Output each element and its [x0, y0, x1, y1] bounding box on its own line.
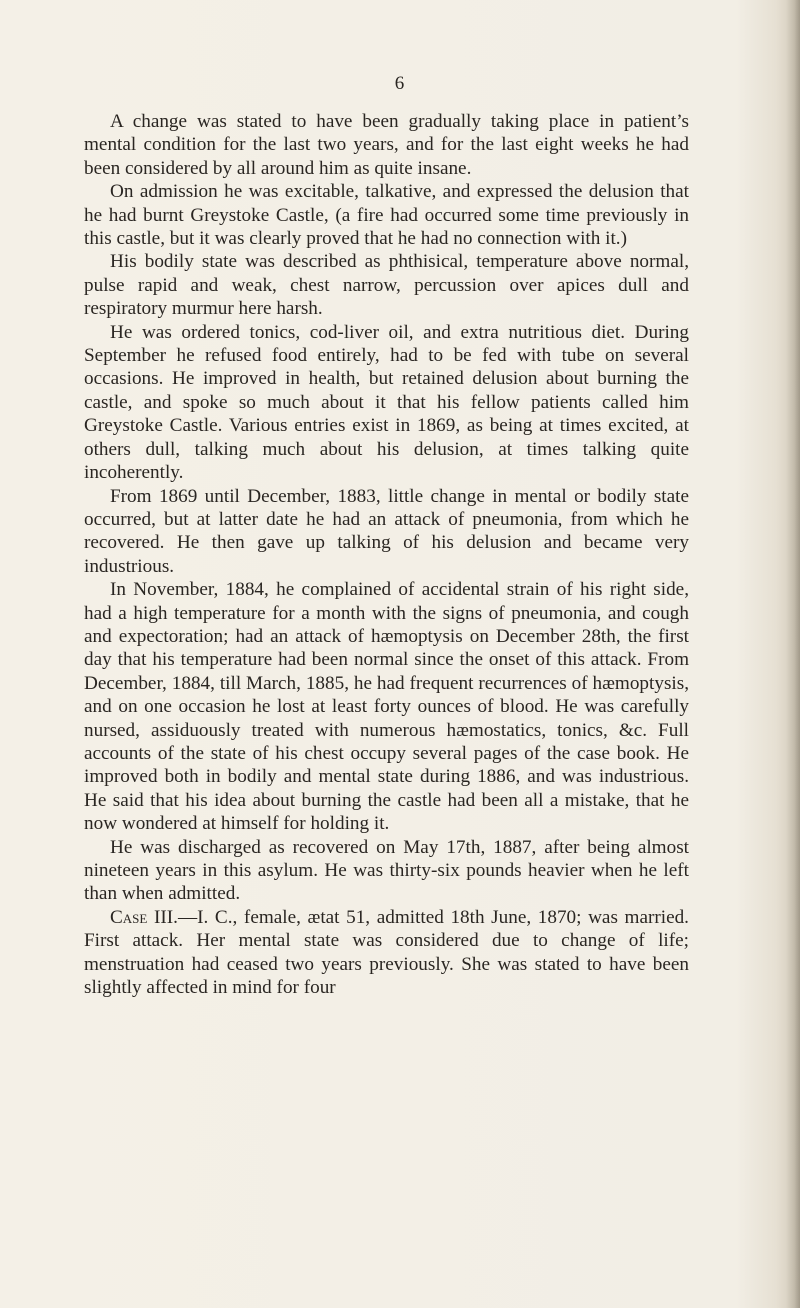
paragraph-1869-1883: From 1869 until December, 1883, little change in mental or bodily state occurred, but at latter date he had an attack of pneumonia, from which he recovered. He then gave up talking of his delusion and became very industrious. [84, 485, 689, 577]
paragraph-change-of-condition: A change was stated to have been gradually taking place in patient’s mental condition for the last two years, and for the last eight weeks he had been considered by all around him as quite insane. [84, 111, 689, 179]
case-text: —I. C., female, ætat 51, admitted 18th June, 1870; was married. First attack. Her mental state was considered due to change of life; menstruation had ceased two years previously. She was stated to have been slightly affected in mind for four [84, 906, 689, 999]
paragraph-1884-illness: In November, 1884, he complained of accidental strain of his right side, had a high temperature for a month with the signs of pneumonia, and cough and expectoration; had an attack of hæmoptysis on December 28th, the first day that his temperature had been normal since the onset of this attack. From December, 1884, till March, 1885, he had frequent recurrences of hæmoptysis, and on one occasion he lost at least forty ounces of blood. He was carefully nursed, assiduously treated with numerous hæmostatics, tonics, &c. Full accounts of the state of his chest occupy several pages of the case book. He improved both in bodily and mental state during 1886, and was industrious. He said that his idea about burning the castle had been all a mistake, that he now wondered at himself for holding it. [84, 579, 689, 835]
paragraph-case-three [84, 906, 689, 1000]
page-edge-shadow [786, 0, 800, 1308]
page-number: 6 [394, 73, 406, 94]
paragraph-admission: On admission he was excitable, talkative, and expressed the delusion that he had burnt Greystoke Castle, (a fire had occurred some time previously in this castle, but it was clearly proved that he had no connection with it.) [84, 181, 689, 250]
paragraph-discharge: He was discharged as recovered on May 17th, 1887, after being almost nineteen years in this asylum. He was thirty-six pounds heavier when he left than when admitted. [84, 836, 689, 905]
body-text [84, 110, 689, 999]
paragraph-bodily-state: His bodily state was described as phthisical, temperature above normal, pulse rapid and weak, chest narrow, percussion over apices dull and respiratory murmur here harsh. [84, 251, 689, 320]
paragraph-treatment: He was ordered tonics, cod-liver oil, and extra nutritious diet. During September he refused food entirely, had to be fed with tube on several occasions. He improved in health, but retained delusion about burning the castle, and spoke so much about it that his fellow patients called him Greystoke Castle. Various entries exist in 1869, as being at times excited, at others dull, talking much about his delusion, at times talking quite incoherently. [84, 321, 689, 484]
case-label: Case III. [110, 906, 178, 928]
